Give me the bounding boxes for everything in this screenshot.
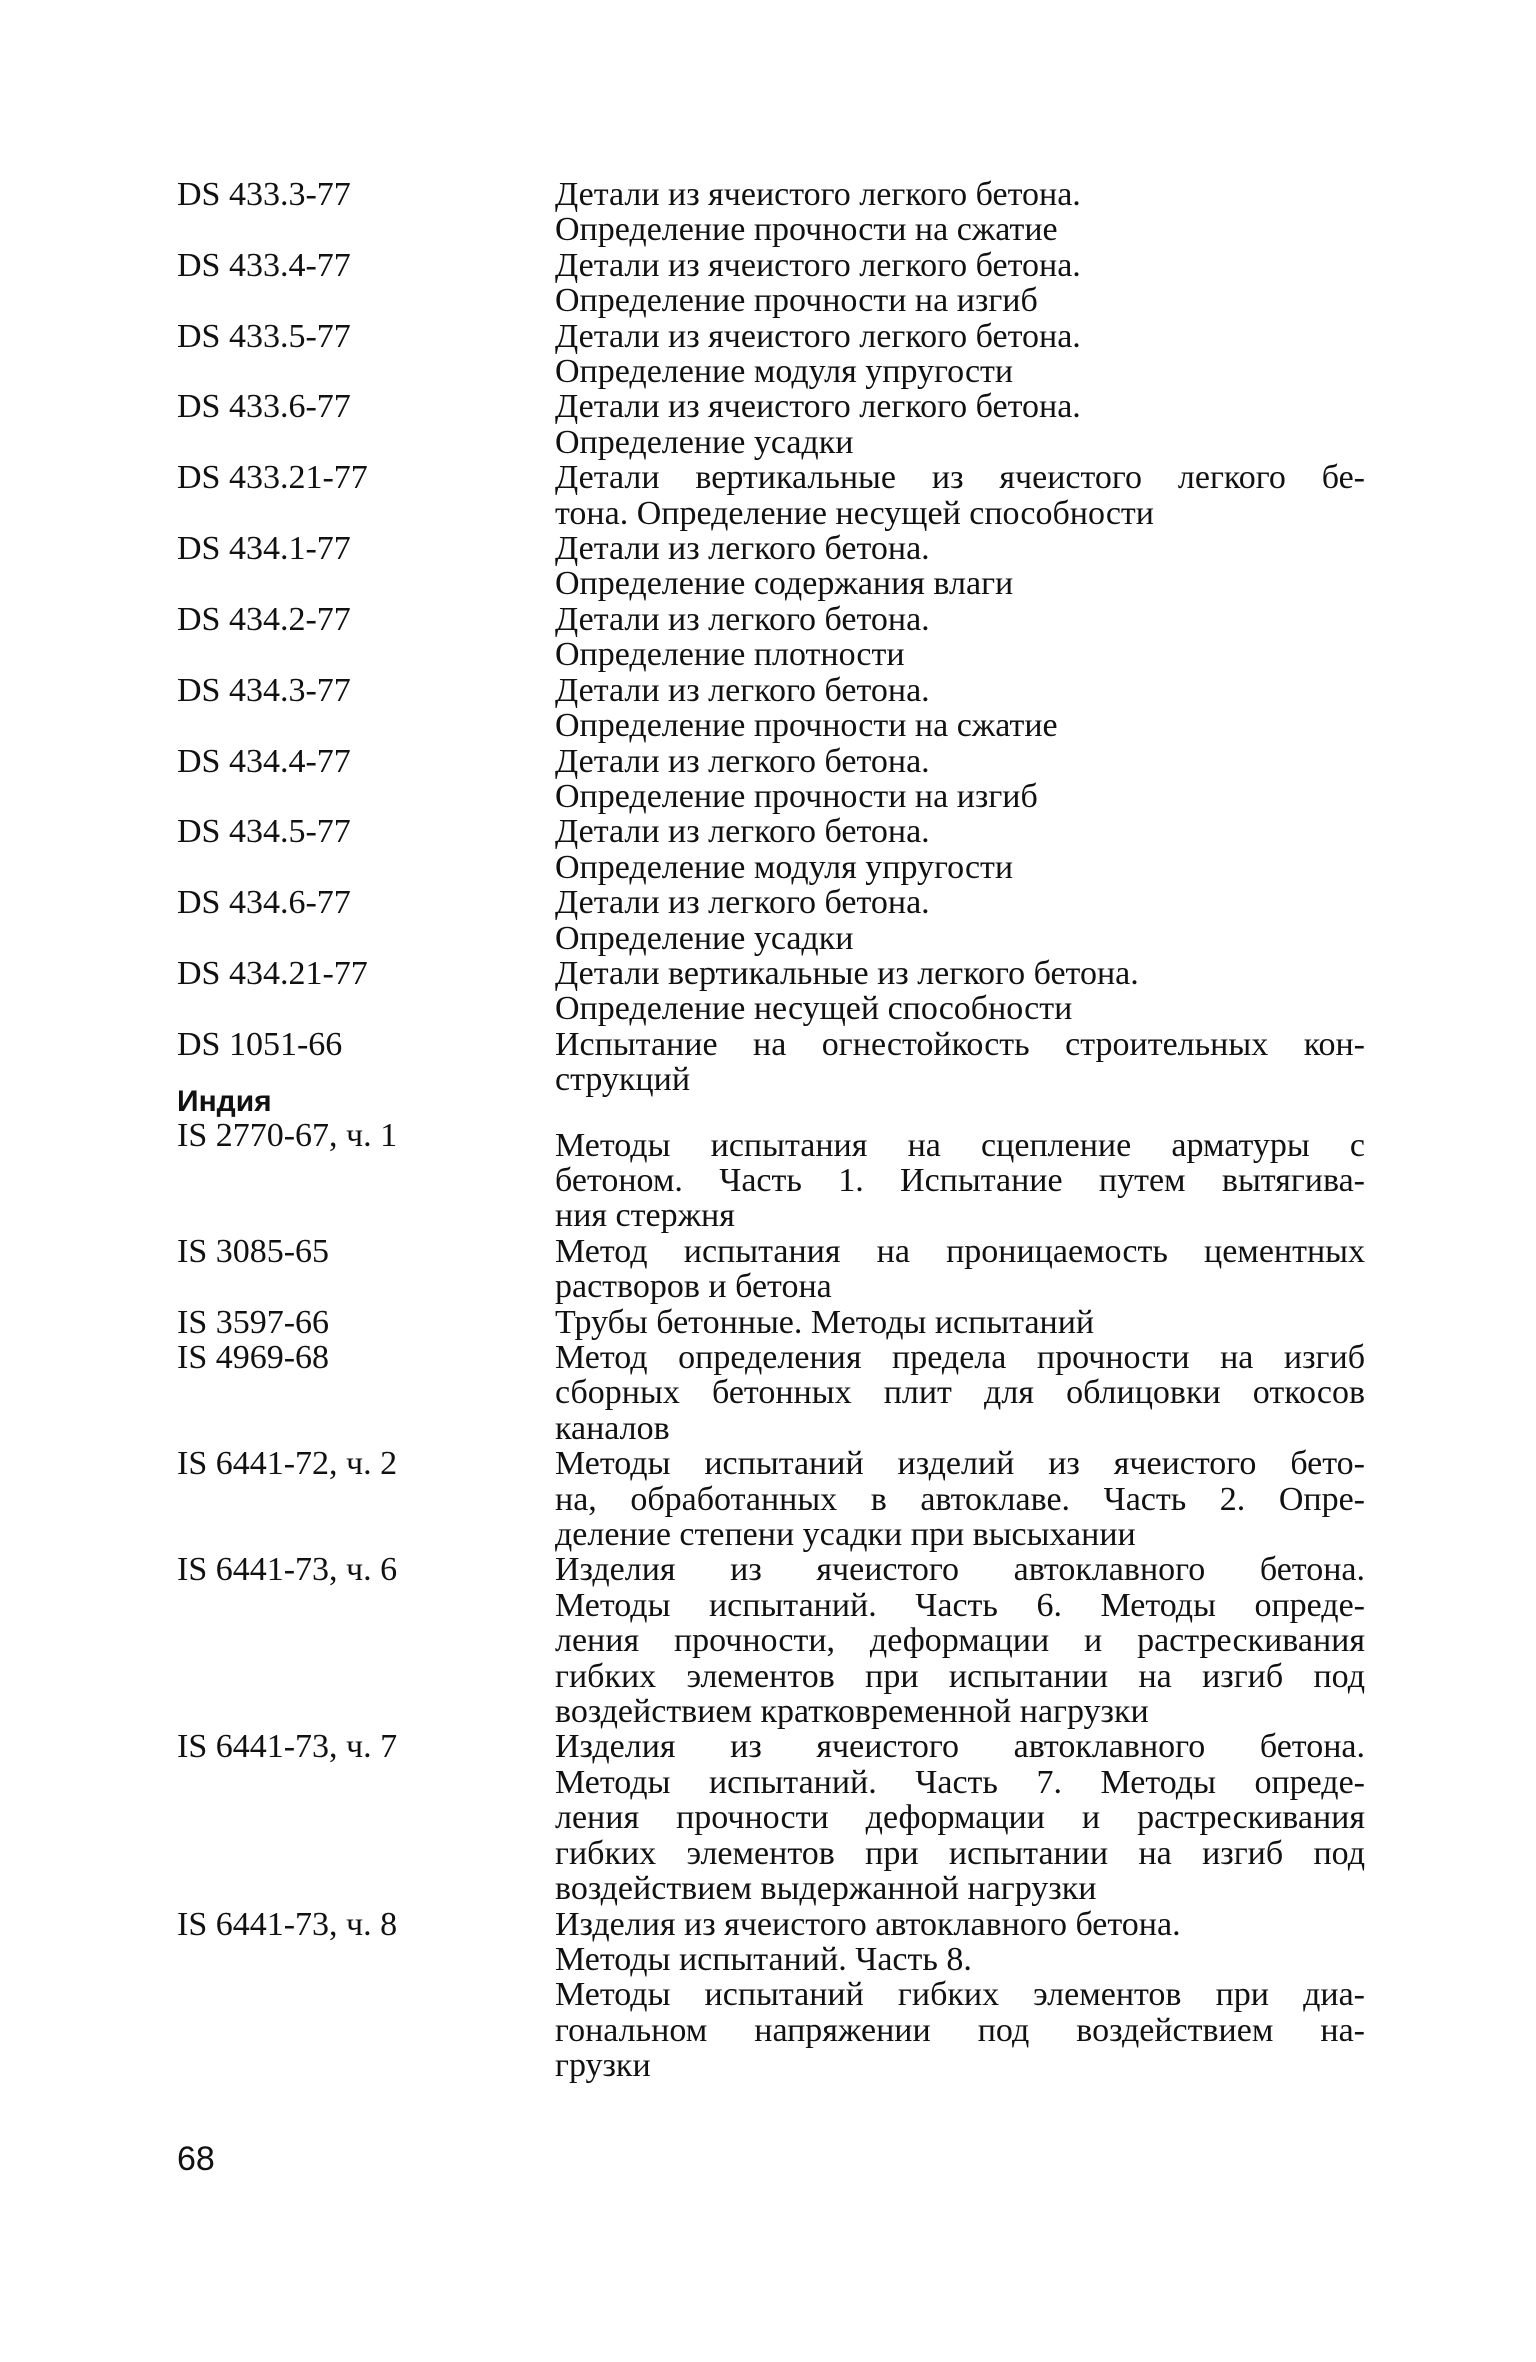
standard-code: DS 433.5-77 [177, 317, 351, 355]
standard-entry [177, 956, 1377, 1027]
description-line: Изделия из ячеистого автоклавного бетона. [555, 1905, 1181, 1943]
description-line: струкций [555, 1061, 691, 1099]
standard-entry [177, 885, 1377, 956]
description-line: Детали из легкого бетона. [555, 742, 930, 780]
description-line: Методы испытаний. Часть 7. Методы опреде- [555, 1763, 1365, 1801]
description-line: Определение несущей способности [555, 990, 1073, 1028]
standard-description [555, 531, 1365, 602]
description-line: гибких элементов при испытании на изгиб под [555, 1657, 1365, 1695]
description-line: бетоном. Часть 1. Испытание путем вытягива- [555, 1161, 1365, 1199]
description-line: ния стержня [555, 1197, 735, 1235]
description-line: Детали из ячеистого легкого бетона. [555, 388, 1081, 426]
standard-description [555, 885, 1365, 956]
description-line: Детали вертикальные из легкого бетона. [555, 954, 1139, 992]
standard-entry [177, 531, 1377, 602]
standard-description [555, 814, 1365, 885]
description-line: Детали из легкого бетона. [555, 530, 930, 568]
standard-entry [177, 673, 1377, 744]
description-line: Методы испытаний. Часть 8. [555, 1940, 972, 1978]
description-line: Детали из легкого бетона. [555, 600, 930, 638]
description-line: Определение усадки [555, 423, 854, 461]
description-line: Определение прочности на сжатие [555, 211, 1058, 249]
standard-entry [177, 744, 1377, 815]
standard-code: DS 433.21-77 [177, 459, 368, 497]
description-line: ления прочности, деформации и растрескивания [555, 1622, 1365, 1660]
standard-description [555, 1446, 1365, 1552]
description-line: Определение прочности на изгиб [555, 282, 1038, 320]
description-line: Определение плотности [555, 636, 905, 674]
standard-code: DS 434.4-77 [177, 742, 351, 780]
standards-list [177, 177, 1377, 2084]
description-line: Детали вертикальные из ячеистого легкого бе- [555, 459, 1365, 497]
standard-code: DS 434.21-77 [177, 954, 368, 992]
description-line: Методы испытаний гибких элементов при диа- [555, 1976, 1365, 2014]
standard-entry [177, 1027, 1377, 1098]
standard-code: IS 6441-73, ч. 7 [177, 1728, 398, 1766]
description-line: каналов [555, 1409, 670, 1447]
standard-description [555, 1552, 1365, 1729]
standard-code: DS 434.2-77 [177, 600, 351, 638]
standard-entry [177, 177, 1377, 248]
standard-description [555, 319, 1365, 390]
standard-description [555, 1729, 1365, 1906]
standard-entry [177, 602, 1377, 673]
standard-description [555, 1027, 1365, 1098]
standard-code: IS 6441-73, ч. 6 [177, 1551, 398, 1589]
standard-entry [177, 248, 1377, 319]
standard-description [555, 1305, 1365, 1340]
description-line: гибких элементов при испытании на изгиб под [555, 1834, 1365, 1872]
standard-code: DS 434.6-77 [177, 884, 351, 922]
description-line: деление степени усадки при высыхании [555, 1516, 1136, 1554]
description-line: гональном напряжении под воздействием на- [555, 2011, 1365, 2049]
standard-code: IS 4969-68 [177, 1339, 330, 1376]
description-line: Метод испытания на проницаемость цементных [555, 1232, 1365, 1270]
standard-description [555, 956, 1365, 1027]
description-line: Трубы бетонные. Методы испытаний [555, 1303, 1095, 1341]
description-line: Детали из ячеистого легкого бетона. [555, 176, 1081, 213]
description-line: Определение модуля упругости [555, 848, 1014, 886]
description-line: воздействием выдержанной нагрузки [555, 1870, 1097, 1908]
standard-description [555, 1234, 1365, 1305]
description-line: тона. Определение несущей способности [555, 494, 1154, 532]
standard-entry [177, 1729, 1377, 1906]
description-line: Методы испытания на сцепление арматуры с [555, 1126, 1365, 1164]
standard-entry [177, 1234, 1377, 1305]
standard-code: IS 3085-65 [177, 1232, 330, 1270]
standard-description [555, 248, 1365, 319]
description-line: Детали из легкого бетона. [555, 671, 930, 709]
description-line: Испытание на огнестойкость строительных кон- [555, 1025, 1365, 1063]
standard-description [555, 1907, 1365, 2084]
standard-entry [177, 1118, 1377, 1234]
description-line: Определение прочности на сжатие [555, 707, 1058, 745]
description-line: растворов и бетона [555, 1268, 832, 1306]
standard-code: DS 434.1-77 [177, 530, 351, 568]
description-line: Методы испытаний. Часть 6. Методы опреде- [555, 1586, 1365, 1624]
description-line: воздействием кратковременной нагрузки [555, 1693, 1149, 1731]
description-line: Методы испытаний изделий из ячеистого бето- [555, 1445, 1365, 1483]
standard-code: DS 433.6-77 [177, 388, 351, 426]
description-line: на, обработанных в автоклаве. Часть 2. Опре- [555, 1480, 1365, 1518]
standard-entry [177, 319, 1377, 390]
description-line: Изделия из ячеистого автоклавного бетона. [555, 1551, 1365, 1589]
standard-entry [177, 1305, 1377, 1340]
standard-entry [177, 389, 1377, 460]
description-line: сборных бетонных плит для облицовки откосов [555, 1374, 1365, 1412]
standard-description [555, 673, 1365, 744]
description-line: Метод определения предела прочности на изгиб [555, 1339, 1365, 1376]
standard-entry [177, 1446, 1377, 1552]
description-line: Определение содержания влаги [555, 565, 1014, 603]
description-line: Определение усадки [555, 919, 854, 957]
description-line: Детали из легкого бетона. [555, 884, 930, 922]
standard-code: DS 434.3-77 [177, 671, 351, 709]
description-line: Детали из легкого бетона. [555, 813, 930, 851]
standard-description [555, 1340, 1365, 1446]
standard-code: DS 434.5-77 [177, 813, 351, 851]
standard-entry [177, 1907, 1377, 2084]
description-line: ления прочности деформации и растрескивания [555, 1799, 1365, 1837]
country-heading: Индия [177, 1084, 272, 1118]
standard-code: IS 3597-66 [177, 1303, 330, 1341]
standard-description [555, 389, 1365, 460]
standard-entry [177, 814, 1377, 885]
standard-entry [177, 1340, 1377, 1446]
standard-description [555, 602, 1365, 673]
standard-description [555, 744, 1365, 815]
description-line: Изделия из ячеистого автоклавного бетона. [555, 1728, 1365, 1766]
page-number: 68 [177, 2140, 215, 2178]
standard-code: IS 6441-72, ч. 2 [177, 1445, 398, 1483]
standard-description [555, 177, 1365, 248]
standard-description [555, 460, 1365, 531]
standard-code: IS 6441-73, ч. 8 [177, 1905, 398, 1943]
standard-code: DS 433.4-77 [177, 246, 351, 284]
description-line: Детали из ячеистого легкого бетона. [555, 246, 1081, 284]
standard-entry [177, 460, 1377, 531]
standard-code: IS 2770-67, ч. 1 [177, 1116, 398, 1154]
standard-entry [177, 1552, 1377, 1729]
description-line: Детали из ячеистого легкого бетона. [555, 317, 1081, 355]
standard-description [555, 1118, 1365, 1234]
standard-code: DS 1051-66 [177, 1025, 343, 1063]
description-line: Определение прочности на изгиб [555, 777, 1038, 815]
standard-code: DS 433.3-77 [177, 176, 351, 213]
description-line: грузки [555, 2047, 651, 2085]
description-line: Определение модуля упругости [555, 353, 1014, 391]
